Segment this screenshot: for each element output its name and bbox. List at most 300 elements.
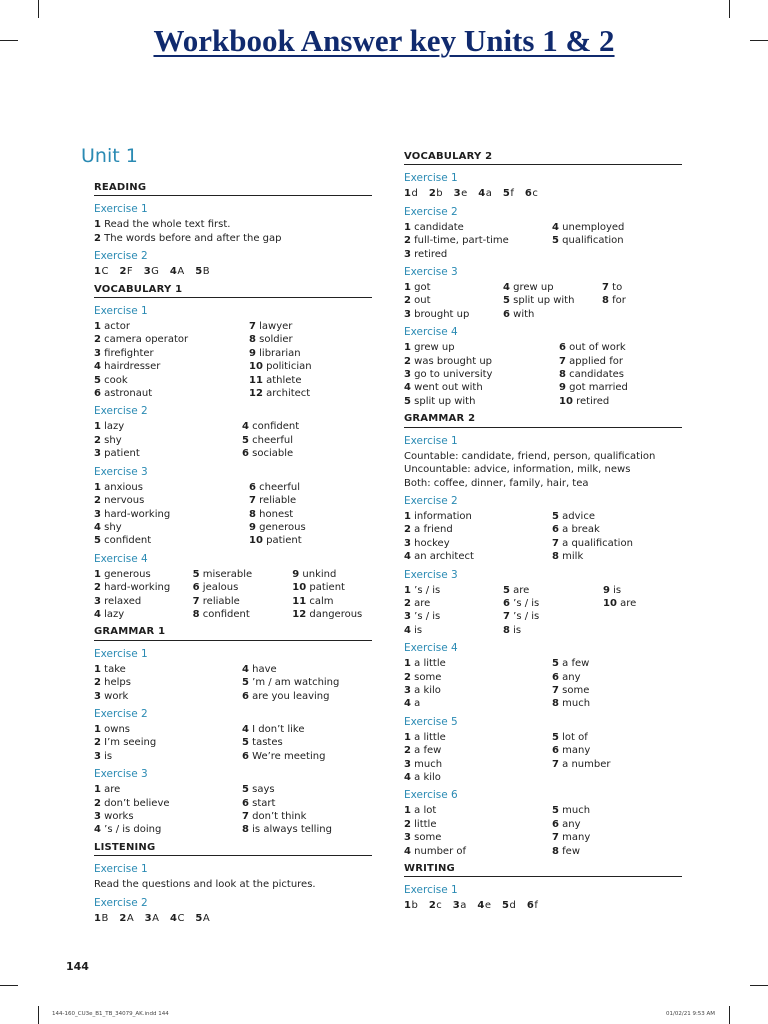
answer-text: generous (255, 521, 306, 533)
answer-number: 8 (192, 608, 200, 620)
answer-number: 8 (552, 845, 559, 857)
exercise-label: Exercise 2 (404, 494, 458, 507)
answer-cell (404, 510, 552, 523)
answer-text: e (461, 188, 468, 200)
answer-number: 3 (94, 508, 101, 520)
answer-cell (94, 447, 242, 460)
answer-number: 8 (552, 698, 559, 710)
right-column (404, 146, 682, 916)
answer-text: sociable (248, 448, 294, 460)
answer-block (94, 878, 372, 891)
answer-number: 11 (249, 374, 263, 386)
answer-cell (602, 294, 672, 307)
answer-text: cheerful (248, 434, 294, 446)
answer-row (404, 234, 682, 247)
answer-number: 10 (603, 597, 617, 609)
answer-text: a few (558, 658, 590, 670)
answer-number: 4 (477, 900, 485, 912)
answer-text: a (410, 698, 421, 710)
answer-number: 4 (404, 382, 411, 394)
answer-number: 4 (478, 188, 486, 200)
answer-number: 1 (404, 188, 412, 200)
answer-cell (404, 221, 552, 234)
answer-text: have (248, 663, 277, 675)
exercise-label: Exercise 4 (94, 552, 148, 565)
answer-number: 8 (503, 624, 510, 636)
answer-text: b (411, 900, 419, 912)
answer-number: 5 (242, 434, 249, 446)
answer-row (94, 447, 372, 460)
answer-number: 6 (94, 388, 101, 400)
answer-number: 10 (559, 395, 573, 407)
answer-text: ’s / is doing (100, 824, 162, 836)
answer-text: cheerful (255, 481, 301, 493)
answer-text: patient (100, 448, 140, 460)
answer-text: for (608, 295, 626, 307)
answer-text: is (609, 584, 622, 596)
answer-number: 5 (552, 658, 559, 670)
answer-text: confident (248, 421, 300, 433)
answer-number: 5 (94, 374, 101, 386)
answer-number: 2 (404, 235, 411, 247)
answer-text: dangerous (306, 608, 363, 620)
answer-text: milk (558, 551, 584, 563)
answer-cell (404, 804, 552, 817)
answer-number: 3 (404, 611, 411, 623)
answer-cell (503, 597, 603, 610)
answer-text: d (509, 900, 517, 912)
answer-row (404, 341, 682, 354)
answer-number: 1 (404, 658, 411, 670)
answer-number: 12 (249, 388, 263, 400)
answer-number: 7 (552, 537, 559, 549)
answer-text: confident (199, 608, 250, 620)
answer-number: 6 (242, 448, 249, 460)
answer-number: 4 (552, 221, 559, 233)
answer-number: 6 (552, 818, 559, 830)
answer-row (404, 395, 682, 408)
answer-cell (404, 584, 503, 597)
exercise-label: Exercise 5 (404, 715, 458, 728)
answer-number: 5 (552, 731, 559, 743)
section-heading: GRAMMAR 2 (404, 412, 682, 427)
answer-text: I don’t like (248, 723, 305, 735)
answer-text: nervous (100, 495, 145, 507)
answer-number: 3 (94, 595, 101, 607)
answer-text: ’s / is (509, 611, 540, 623)
answer-text: athlete (262, 374, 302, 386)
answer-number: 6 (249, 481, 256, 493)
answer-text: was brought up (410, 355, 493, 367)
answer-text: don’t think (248, 811, 307, 822)
answer-text: out (410, 295, 431, 307)
answer-number: 3 (144, 912, 153, 924)
answer-row (404, 758, 682, 771)
answer-block (404, 221, 682, 261)
answer-row (404, 308, 682, 321)
answer-line (94, 218, 372, 231)
answer-block (94, 218, 372, 245)
answer-text: The words before and after the gap (100, 232, 282, 244)
answer-number: 3 (94, 750, 101, 762)
answer-block (404, 187, 682, 200)
exercise-label: Exercise 1 (404, 172, 458, 185)
answer-text: says (248, 784, 275, 796)
answer-text: a kilo (410, 772, 441, 783)
answer-row (94, 581, 372, 594)
answer-cell (404, 610, 503, 623)
footer-timestamp: 01/02/21 9:53 AM (666, 1011, 716, 1017)
answer-cell (404, 771, 552, 784)
answer-row (404, 368, 682, 381)
answer-text: cook (100, 374, 128, 386)
answer-text: split up with (509, 295, 575, 307)
answer-number: 2 (404, 295, 411, 307)
answer-cell (552, 744, 682, 757)
exercise-label: Exercise 4 (404, 642, 458, 655)
answer-text: got married (565, 382, 628, 394)
answer-cell (249, 494, 369, 507)
answer-text: helps (100, 677, 131, 689)
answer-cell (404, 831, 552, 844)
answer-number: 4 (242, 723, 249, 735)
answer-number: 4 (94, 361, 101, 373)
answer-text: a few (410, 745, 442, 757)
answer-text: camera operator (100, 334, 189, 346)
answer-cell (94, 521, 249, 534)
answer-row (404, 510, 682, 523)
answer-cell (552, 758, 682, 771)
answer-row (404, 248, 682, 261)
answer-number: 3 (404, 369, 411, 381)
answer-block (94, 320, 372, 400)
answer-cell (404, 355, 559, 368)
answer-text: candidate (410, 221, 464, 233)
answer-number: 5 (242, 784, 249, 796)
answer-row (94, 783, 372, 796)
answer-cell (94, 797, 242, 810)
answer-text: don’t believe (100, 797, 170, 809)
answer-text: out of work (565, 342, 626, 354)
answer-cell (404, 341, 559, 354)
section-heading: GRAMMAR 1 (94, 625, 372, 640)
left-column (94, 177, 372, 928)
answer-row (404, 771, 682, 784)
answer-cell (94, 420, 242, 433)
answer-text: A (202, 912, 211, 924)
exercise-label: Exercise 1 (94, 203, 148, 216)
answer-cell (404, 294, 503, 307)
section-heading: LISTENING (94, 841, 372, 856)
answer-cell (552, 845, 682, 858)
answer-text: retired (572, 395, 610, 407)
answer-cell (249, 508, 369, 521)
answer-cell (404, 550, 552, 563)
answer-cell (552, 523, 682, 536)
answer-cell (94, 736, 242, 749)
answer-number: 2 (404, 355, 411, 367)
exercise-label: Exercise 1 (94, 305, 148, 318)
answer-row (94, 508, 372, 521)
answer-number: 3 (94, 690, 101, 702)
answer-number: 4 (404, 551, 411, 563)
answer-block (404, 450, 682, 490)
exercise-label: Exercise 1 (404, 434, 458, 447)
answer-cell (404, 684, 552, 697)
answer-text: grew up (509, 282, 554, 294)
answer-number: 2 (94, 434, 101, 446)
answer-text: jealous (199, 582, 239, 594)
answer-block (94, 481, 372, 548)
answer-block (94, 723, 372, 763)
answer-number: 2 (428, 188, 437, 200)
answer-number: 1 (94, 219, 101, 231)
answer-cell (94, 783, 242, 796)
exercise-label: Exercise 2 (404, 205, 458, 218)
answer-row (404, 831, 682, 844)
exercise-label: Exercise 1 (94, 647, 148, 660)
answer-number: 9 (559, 382, 566, 394)
answer-number: 3 (404, 308, 411, 320)
answer-text: ’s / is (410, 611, 441, 623)
answer-number: 2 (404, 671, 411, 683)
answer-cell (552, 248, 682, 261)
answer-cell (242, 736, 372, 749)
answer-block (404, 804, 682, 858)
answer-row (404, 221, 682, 234)
answer-number: 5 (94, 535, 101, 547)
answer-row (94, 320, 372, 333)
answer-line (404, 477, 682, 490)
page-number: 144 (66, 960, 89, 973)
answer-text: relaxed (100, 595, 142, 607)
answer-number: 7 (552, 832, 559, 844)
answer-text: a number (558, 758, 611, 770)
answer-number: 4 (242, 663, 249, 675)
answer-cell (249, 534, 369, 547)
answer-text: Both: coffee, dinner, family, hair, tea (404, 477, 589, 489)
answer-cell (242, 810, 372, 823)
answer-number: 6 (503, 308, 510, 320)
answer-number: 2 (94, 737, 101, 749)
answer-number: 5 (503, 295, 510, 307)
answer-cell (552, 684, 682, 697)
answer-number: 7 (242, 811, 249, 822)
crop-mark (38, 0, 39, 18)
answer-text: a friend (410, 524, 453, 536)
exercise-label: Exercise 3 (404, 266, 458, 279)
answer-row (94, 494, 372, 507)
answer-number: 7 (602, 282, 609, 294)
answer-cell (94, 568, 193, 581)
answer-text: any (558, 671, 581, 683)
answer-text: qualification (558, 235, 624, 247)
answer-text: much (410, 758, 443, 770)
section-heading: VOCABULARY 2 (404, 150, 682, 165)
answer-cell (94, 534, 249, 547)
answer-cell (552, 234, 682, 247)
answer-row (94, 608, 372, 621)
answer-number: 9 (603, 584, 610, 596)
crop-mark (729, 1006, 730, 1024)
answer-row (94, 360, 372, 373)
answer-text: patient (262, 535, 302, 547)
answer-text: hard-working (100, 508, 171, 520)
answer-cell (193, 581, 293, 594)
unit-title: Unit 1 (81, 145, 138, 167)
answer-number: 3 (452, 900, 461, 912)
answer-row (94, 797, 372, 810)
answer-cell (404, 758, 552, 771)
answer-row (94, 387, 372, 400)
answer-number: 3 (453, 188, 462, 200)
exercise-label: Exercise 2 (94, 250, 148, 263)
answer-cell (503, 294, 602, 307)
answer-cell (249, 360, 369, 373)
answer-text: lazy (100, 421, 125, 433)
answer-text: Countable: candidate, friend, person, qualification (404, 450, 656, 462)
answer-text: patient (306, 582, 345, 594)
answer-cell (503, 584, 603, 597)
answer-number: 4 (94, 608, 101, 620)
answer-cell (404, 657, 552, 670)
answer-row (94, 676, 372, 689)
answer-cell (242, 797, 372, 810)
answer-row (94, 810, 372, 823)
answer-number: 12 (292, 608, 307, 620)
answer-text: work (100, 690, 129, 702)
answer-text: firefighter (100, 347, 154, 359)
answer-row (94, 374, 372, 387)
answer-text: reliable (199, 595, 240, 607)
answer-text: A (126, 912, 135, 924)
answer-text: are (509, 584, 530, 596)
answer-row (404, 697, 682, 710)
answer-number: 11 (292, 595, 307, 607)
answer-cell (603, 624, 673, 637)
answer-line (94, 878, 372, 891)
answer-line (404, 450, 682, 463)
answer-number: 5 (502, 900, 510, 912)
page-title: Workbook Answer key Units 1 & 2 (153, 23, 615, 58)
answer-text: e (484, 900, 492, 912)
answer-row (404, 550, 682, 563)
answer-text: Read the whole text first. (100, 219, 231, 231)
answer-number: 5 (404, 395, 411, 407)
answer-cell (193, 568, 293, 581)
answer-number: 1 (404, 805, 411, 817)
answer-cell (249, 481, 369, 494)
answer-text: a (460, 900, 467, 912)
answer-text: little (410, 818, 437, 830)
answer-number: 7 (552, 758, 559, 770)
answer-number: 2 (94, 334, 101, 346)
answer-text: owns (100, 723, 130, 735)
answer-number: 1 (94, 784, 101, 796)
answer-block (404, 584, 682, 638)
answer-cell (249, 521, 369, 534)
answer-text: some (558, 684, 590, 696)
answer-number: 4 (404, 772, 411, 783)
exercise-label: Exercise 3 (94, 465, 148, 478)
answer-row (94, 534, 372, 547)
answer-cell (404, 731, 552, 744)
answer-cell (249, 374, 369, 387)
answer-cell (503, 308, 602, 321)
answer-cell (603, 584, 673, 597)
answer-text: unkind (299, 568, 337, 580)
answer-number: 3 (94, 448, 101, 460)
answer-cell (552, 657, 682, 670)
answer-cell (503, 281, 602, 294)
answer-number: 2 (94, 677, 101, 689)
answer-cell (193, 595, 293, 608)
answer-block (404, 281, 682, 321)
answer-cell (602, 281, 672, 294)
answer-text: calm (306, 595, 334, 607)
answer-row (94, 663, 372, 676)
answer-row (404, 624, 682, 637)
answer-number: 7 (192, 595, 200, 607)
answer-text: architect (262, 388, 311, 400)
answer-number: 4 (94, 824, 101, 836)
answer-block (94, 265, 372, 278)
answer-cell (552, 550, 682, 563)
answer-number: 5 (242, 677, 249, 689)
answer-block (94, 663, 372, 703)
answer-cell (94, 690, 242, 703)
answer-number: 1 (94, 723, 101, 735)
answer-cell (552, 731, 682, 744)
answer-cell (503, 624, 603, 637)
answer-number: 5 (552, 805, 559, 817)
answer-number: 6 (524, 188, 533, 200)
answer-text: a qualification (558, 537, 633, 549)
answer-text: ’m / am watching (248, 677, 340, 689)
crop-mark (38, 1006, 39, 1024)
answer-text: information (410, 510, 472, 522)
section-heading: VOCABULARY 1 (94, 283, 372, 298)
answer-number: 3 (404, 537, 411, 549)
answer-cell (404, 624, 503, 637)
answer-text: Read the questions and look at the pictures. (94, 879, 316, 891)
answer-line (404, 187, 682, 200)
answer-number: 4 (242, 421, 249, 433)
answer-block (404, 510, 682, 564)
answer-text: I’m seeing (100, 737, 157, 749)
answer-text: f (534, 900, 539, 912)
answer-cell (249, 387, 369, 400)
answer-text: any (558, 818, 581, 830)
answer-text: are (410, 597, 431, 609)
answer-cell (292, 568, 372, 581)
answer-text: F (126, 266, 134, 278)
answer-text: a (485, 188, 493, 200)
answer-cell (404, 744, 552, 757)
answer-number: 10 (249, 535, 263, 547)
answer-text: grew up (410, 342, 455, 354)
answer-text: b (436, 188, 444, 200)
answer-text: ’s / is (509, 597, 540, 609)
answer-number: 2 (94, 495, 101, 507)
answer-number: 4 (404, 624, 411, 636)
answer-text: advice (558, 510, 595, 522)
answer-cell (94, 481, 249, 494)
answer-cell (94, 374, 249, 387)
answer-text: generous (100, 568, 151, 580)
answer-text: c (436, 900, 443, 912)
answer-cell (242, 434, 362, 447)
